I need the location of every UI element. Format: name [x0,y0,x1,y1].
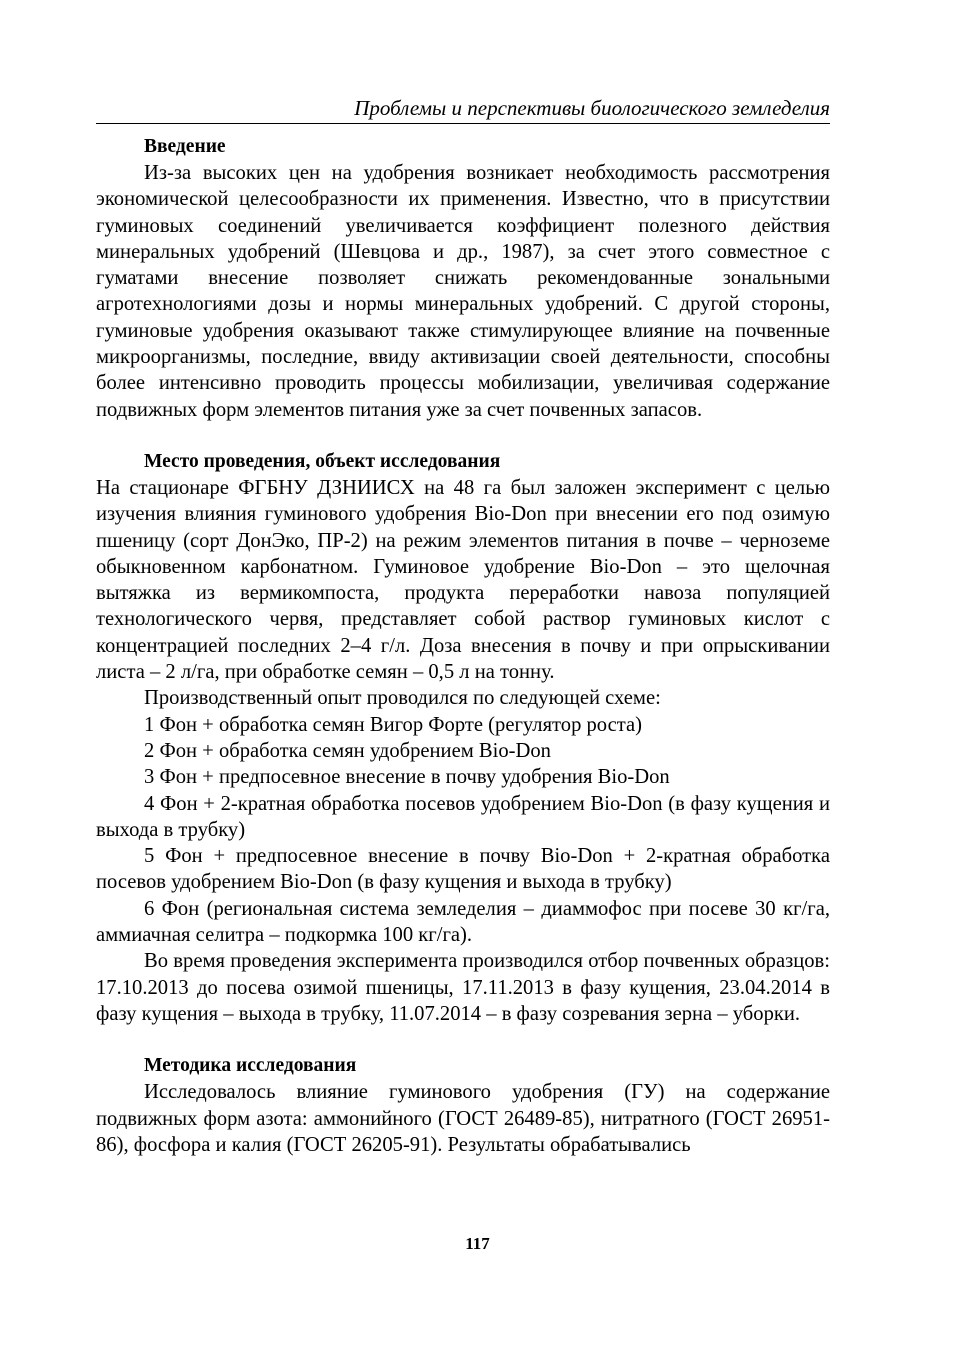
site-paragraph: На стационаре ФГБНУ ДЗНИИСХ на 48 га был заложен эксперимент с целью изучения влияния гуминового удобрения Bio-Don при внесении его под озимую пшеницу (сорт ДонЭко, ПР-2) на режим элементов питания в почве – черноземе обыкновенном карбонатном. Гуминовое удобрение Bio-Don – это щелочная вытяжка из вермикомпоста, продукта переработки навоза популяцией технологического червя, представляет собой раствор гуминовых кислот с концентрацией последних 2–4 г/л. Доза внесения в почву и при опрыскивании листа – 2 л/га, при обработке семян – 0,5 л на тонну. [96,476,830,684]
section-gap [96,423,830,449]
methods-paragraph: Исследовалось влияние гуминового удобрения (ГУ) на содержание подвижных форм азота: аммонийного (ГОСТ 26489-85), нитратного (ГОСТ 26951-86), фосфора и калия (ГОСТ 26205-91). Результаты обрабатывались [96,1081,830,1156]
scheme-item-4: 4 Фон + 2-кратная обработка посевов удобрением Bio-Don (в фазу кущения и выхода в трубку) [96,792,830,841]
scheme-item-3: 3 Фон + предпосевное внесение в почву удобрения Bio-Don [144,766,670,789]
intro-paragraph: Из-за высоких цен на удобрения возникает необходимость рассмотрения экономической целесообразности их применения. Известно, что в присутствии гуминовых соединений увеличивается коэффициент полезного действия минеральных удобрений (Шевцова и др., 1987), за счет этого совместное с гуматами внесение позволяет снижать рекомендованные зональными агротехнологиями дозы и нормы минеральных удобрений. С другой стороны, гуминовые удобрения оказывают также стимулирующее влияние на почвенные микроорганизмы, последние, ввиду активизации своей деятельности, способны более интенсивно проводить процессы мобилизации, увеличивая содержание подвижных форм элементов питания уже за счет почвенных запасов. [96,162,830,421]
section-heading-introduction: Введение [144,136,226,157]
section-heading-methods: Методика исследования [144,1055,357,1077]
scheme-item-1: 1 Фон + обработка семян Вигор Форте (регулятор роста) [144,713,643,736]
page-number: 117 [465,1234,490,1253]
scheme-item-5: 5 Фон + предпосевное внесение в почву Bio-Don + 2-кратная обработка посевов удобрением Bio-Don (в фазу кущения и выхода в трубку) [96,845,830,894]
scheme-intro: Производственный опыт проводился по следующей схеме: [144,687,661,710]
scheme-item-6: 6 Фон (региональная система земледелия – диаммофос при посеве 30 кг/га, аммиачная селитра – подкормка 100 кг/га). [96,897,830,947]
section-gap [96,1027,830,1053]
scheme-item-2: 2 Фон + обработка семян удобрением Bio-Don [144,739,551,762]
section-heading-site: Место проведения, объект исследования [144,450,501,472]
document-page [96,96,830,1158]
sampling-paragraph: Во время проведения эксперимента производился отбор почвенных образцов: 17.10.2013 до посева озимой пшеницы, 17.11.2013 в фазу кущения, 23.04.2014 в фазу кущения – выхода в трубку, 11.07.2014 – в фазу созревания зерна – уборки. [96,950,830,1025]
running-header: Проблемы и перспективы биологического земледелия [96,96,830,124]
